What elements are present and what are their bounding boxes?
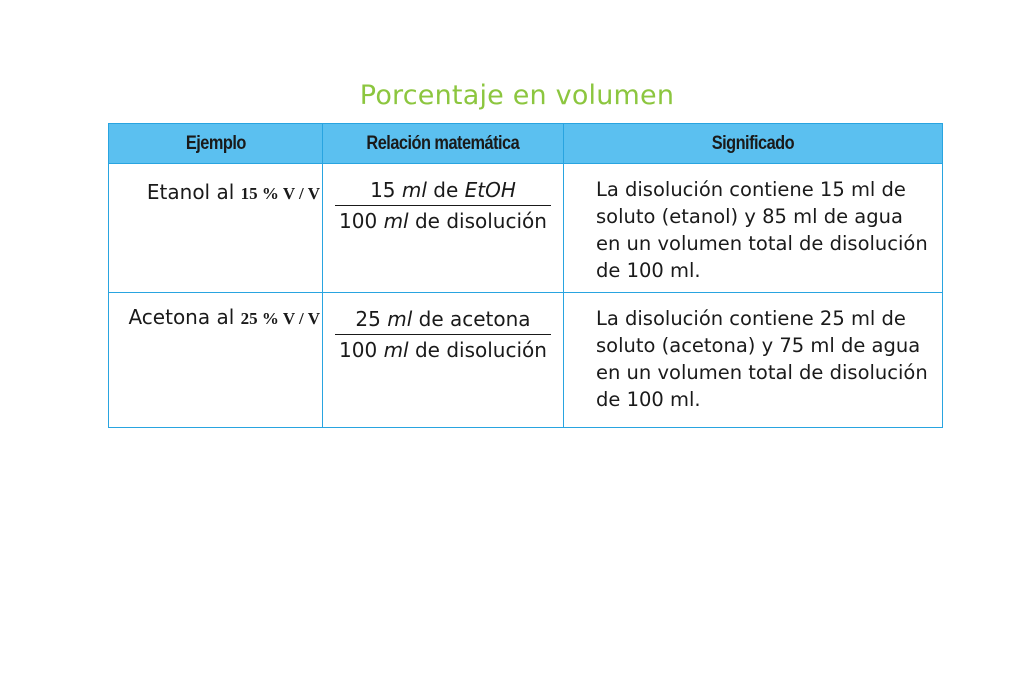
table-row [109,293,943,428]
header-relacion: Relación matemática [323,124,564,164]
table-row [109,164,943,293]
fraction-numerator: 25 ml de acetona [355,307,531,331]
fraction-denominator: 100 ml de disolución [339,209,547,233]
fraction-numerator: 15 ml de EtOH [370,178,516,202]
significado-text: La disolución contiene 25 ml de soluto (acetona) y 75 ml de agua en un volumen total de disolución de 100 ml. [596,307,928,411]
ejemplo-percentage: 25 % V / V [240,309,320,328]
page-title: Porcentaje en volumen [359,80,675,111]
fraction [335,305,551,365]
relacion-cell [323,164,564,293]
fraction-denominator: 100 ml de disolución [339,338,547,362]
relacion-cell [323,293,564,428]
table-header-row [109,124,943,164]
ejemplo-text: Acetona al 25 % V / V [128,305,320,329]
significado-cell [564,164,943,293]
fraction [335,176,551,236]
significado-cell [564,293,943,428]
ejemplo-cell [109,164,323,293]
ejemplo-percentage: 15 % V / V [240,184,320,203]
ejemplo-cell [109,293,323,428]
header-significado: Significado [564,124,943,164]
significado-text: La disolución contiene 15 ml de soluto (etanol) y 85 ml de agua en un volumen total de disolución de 100 ml. [596,178,928,282]
ejemplo-text: Etanol al 15 % V / V [146,180,320,204]
porcentaje-table [108,123,943,428]
header-ejemplo: Ejemplo [109,124,323,164]
